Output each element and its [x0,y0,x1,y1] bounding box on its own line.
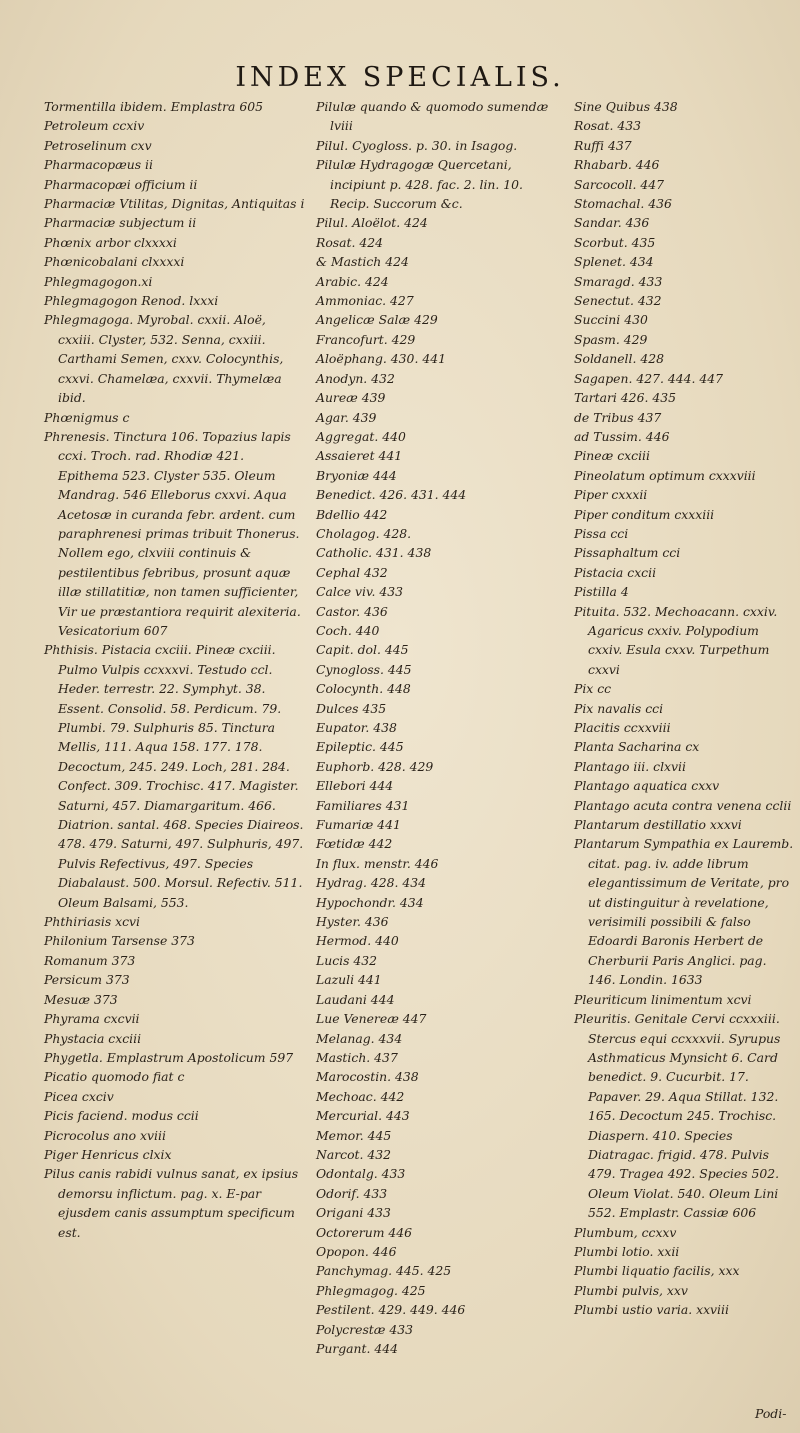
index-entry: Plumbi lotio. xxii [574,1243,680,1259]
index-entry: Cephal 432 [316,564,388,580]
index-entry: Rhabarb. 446 [574,157,660,173]
index-entry: Plumbi liquatio facilis, xxx [574,1263,740,1279]
index-entry: Rosat. 424 [316,234,384,250]
index-entry: Aureæ 439 [316,390,386,406]
index-entry: Memor. 445 [316,1127,392,1143]
index-entry: Francofurt. 429 [316,331,416,347]
index-entry: Lazuli 441 [316,972,382,988]
index-entry: Phystacia cxciii [44,1030,142,1046]
index-entry: Assaieret 441 [316,448,403,464]
index-entry: Pix navalis cci [574,700,664,716]
index-entry: Planta Sacharina cx [574,739,700,755]
index-entry: Sandar. 436 [574,215,650,231]
index-entry: Coch. 440 [316,622,380,638]
index-entry: Agar. 439 [316,409,377,425]
page-header: INDEX SPECIALIS. [235,62,565,93]
index-entry: Aloëphang. 430. 441 [316,351,446,367]
index-entry: Euphorb. 428. 429 [316,758,434,774]
index-entry: Colocynth. 448 [316,681,411,697]
index-entry: Pix cc [574,681,612,697]
index-entry: Splenet. 434 [574,254,654,270]
index-entry: Catholic. 431. 438 [316,545,432,561]
index-entry: Ruffi 437 [574,137,632,153]
index-entry: Phœnicobalani clxxxxi [44,254,185,270]
index-entry: Phygetla. Emplastrum Apostolicum 597 [44,1049,294,1065]
index-entry: Scorbut. 435 [574,234,656,250]
index-entry: Spasm. 429 [574,331,648,347]
index-entry: Odorif. 433 [316,1185,388,1201]
index-entry: Sarcocoll. 447 [574,176,665,192]
index-entry: Picis faciend. modus ccii [44,1108,199,1124]
index-entry: Persicum 373 [44,972,130,988]
index-entry: Dulces 435 [316,700,387,716]
index-entry: Phrenesis. Tinctura 106. Topazius lapis ccxi. Troch. rad. Rhodiæ 421. Epithema 523. Clyster 535. Oleum Mandrag. 546 Elleborus cxxvi. Aqua Acetosæ in curanda febr. ardent. cum paraphrenesi primas tribuit Thonerus. Nollem ego, clxviii continuis & pestilentibus febribus, prosunt aquæ illæ stillatitiæ, non tamen sufficienter, Vir ue præstantiora requirit alexiteria. Vesicatorium 607 [44,428,301,638]
index-entry: Sagapen. 427. 444. 447 [574,370,724,386]
index-entry: Philonium Tarsense 373 [44,933,195,949]
index-entry: Panchymag. 445. 425 [316,1263,452,1279]
index-entry: Cholagog. 428. [316,525,412,541]
index-entry: Eupator. 438 [316,720,397,735]
index-entry: Melanag. 434 [316,1030,403,1046]
index-entry: Plumbi ustio varia. xxviii [574,1302,729,1318]
index-entry: Tartari 426. 435 [574,390,676,406]
index-entry: Laudani 444 [316,991,395,1007]
index-entry: Phœnix arbor clxxxxi [44,234,177,250]
catchword: Podi- [755,1406,787,1421]
index-entry: Pleuritis. Genitale Cervi ccxxxiii. Stercus equi ccxxxvii. Syrupus Asthmaticus Mynsicht 6. Card benedict. 9. Cucurbit. 17. Papaver. 29. Aqua Stillat. 132. 165. Decoctum 245. Trochisc. Diaspern. 410. Species Diatragac. frigid. 478. Pulvis 479. Tragea 492. Species 502. Oleum Violat. 540. Oleum Lini 552. Emplastr. Cassiæ 606 [574,1011,781,1221]
index-entry: Ammoniac. 427 [316,293,414,309]
index-entry: Castor. 436 [316,603,388,619]
index-entry: Pilul. Cyogloss. p. 30. in Isagog. [316,137,518,153]
index-entry: Mesuæ 373 [44,991,118,1007]
index-entry: Plumbum, ccxxv [574,1224,677,1240]
index-entry: Mastich. 437 [316,1049,398,1065]
index-entry: Pharmaciæ subjectum ii [44,215,197,231]
index-entry: Pineolatum optimum cxxxviii [574,467,756,483]
index-entry: Polycrestæ 433 [316,1321,414,1337]
index-entry: Lue Venereæ 447 [316,1011,427,1027]
index-column-1 [44,97,306,1242]
index-entry: Narcot. 432 [316,1146,392,1162]
index-entry: Pharmacopæi officium ii [44,176,198,192]
index-entry: Picatio quomodo fiat c [44,1069,185,1085]
index-entry: Angelicæ Salæ 429 [316,312,438,328]
index-entry: Placitis ccxxviii [574,720,671,735]
index-entry: Octorerum 446 [316,1224,413,1240]
index-entry: Phlegmagogon Renod. lxxxi [44,293,219,309]
index-entry: Pleuriticum linimentum xcvi [574,991,752,1007]
index-entry: Romanum 373 [44,952,136,968]
index-entry: Piger Henricus clxix [44,1146,172,1162]
index-entry: Petroleum ccxiv [44,118,145,134]
index-entry: Pharmaciæ Vtilitas, Dignitas, Antiquitas i [44,196,305,212]
index-entry: Familiares 431 [316,797,410,813]
index-entry: Stomachal. 436 [574,196,672,212]
index-entry: Benedict. 426. 431. 444 [316,487,467,503]
index-entry: Fumariæ 441 [316,817,401,833]
index-entry: Picea cxciv [44,1088,114,1104]
index-entry: Bdellio 442 [316,506,388,522]
index-entry: Pituita. 532. Mechoacann. cxxiv. Agaricus cxxiv. Polypodium cxxiv. Esula cxxv. Turpethum cxxvi [574,603,778,677]
index-entry: Senectut. 432 [574,293,662,309]
index-entry: ad Tussim. 446 [574,428,670,444]
index-entry: Smaragd. 433 [574,273,663,289]
index-entry: Plantago iii. clxvii [574,758,686,774]
index-entry: Pissa cci [574,525,629,541]
index-entry: Phlegmagoga. Myrobal. cxxii. Aloë, cxxiii. Clyster, 532. Senna, cxxiii. Carthami Semen, cxxv. Colocynthis, cxxvi. Chamelæa, cxxvii. Thymelæa ibid. [44,312,284,406]
index-entry: Capit. dol. 445 [316,642,409,658]
index-entry: Phlegmagogon.xi [44,273,153,289]
index-entry: Pineæ cxciii [574,448,650,464]
index-entry: Succini 430 [574,312,648,328]
index-entry: Pilul. Aloëlot. 424 [316,215,428,231]
index-entry: Purgant. 444 [316,1341,399,1356]
index-entry: Plantarum destillatio xxxvi [574,817,742,833]
index-entry: Bryoniæ 444 [316,467,397,483]
index-entry: Hydrag. 428. 434 [316,875,427,891]
index-entry: Rosat. 433 [574,118,642,134]
index-entry: de Tribus 437 [574,409,662,425]
index-entry: Mechoac. 442 [316,1088,405,1104]
index-entry: Arabic. 424 [316,273,389,289]
index-entry: Marocostin. 438 [316,1069,419,1085]
index-entry: Pissaphaltum cci [574,545,681,561]
index-entry: Petroselinum cxv [44,137,152,153]
index-column-2 [316,97,560,1358]
index-entry: Phœnigmus c [44,409,130,425]
index-entry: Lucis 432 [316,952,378,968]
index-entry: Calce viv. 433 [316,584,404,600]
index-entry: Ellebori 444 [316,778,394,794]
index-entry: Phyrama cxcvii [44,1011,140,1027]
index-entry: Anodyn. 432 [316,370,395,386]
index-entry: Pilus canis rabidi vulnus sanat, ex ipsius demorsu inflictum. pag. x. E-par ejusdem canis assumptum specificum est. [44,1166,299,1240]
index-entry: Pistilla 4 [574,584,629,600]
index-entry: Plumbi pulvis, xxv [574,1282,688,1298]
index-entry: Fœtidæ 442 [316,836,393,852]
index-entry: Epileptic. 445 [316,739,404,755]
index-entry: Soldanell. 428 [574,351,664,367]
index-entry: Pilulæ Hydragogæ Quercetani, incipiunt p. 428. fac. 2. lin. 10. Recip. Succorum &c. [316,157,523,212]
index-entry: Cynogloss. 445 [316,661,412,677]
index-entry: Hypochondr. 434 [316,894,424,910]
index-entry: Plantarum Sympathia ex Lauremb. citat. pag. iv. adde librum elegantissimum de Veritate, pro ut distinguitur à revelatione, verisimili possibili & falso Edoardi Baronis Herbert de Cherburii Paris Anglici. pag. 146. Londin. 1633 [574,836,794,988]
index-column-3 [574,97,794,1320]
index-entry: Phthisis. Pistacia cxciii. Pineæ cxciii. Pulmo Vulpis ccxxxvi. Testudo ccl. Heder. terrestr. 22. Symphyt. 38. Essent. Consolid. 58. Perdicum. 79. Plumbi. 79. Sulphuris 85. Tinctura Mellis, 111. Aqua 158. 177. 178. Decoctum, 245. 249. Loch, 281. 284. Confect. 309. Trochisc. 417. Magister. Saturni, 457. Diamargaritum. 466. Diatrion. santal. 468. Species Diaireos. 478. 479. Saturni, 497. Sulphuris, 497. Pulvis Refectivus, 497. Species Diabalaust. 500. Morsul. Refectiv. 511. Oleum Balsami, 553. [44,642,304,910]
index-entry: Piper conditum cxxxiii [574,506,715,522]
index-entry: Opopon. 446 [316,1243,397,1259]
index-entry: Picrocolus ano xviii [44,1127,166,1143]
index-entry: Odontalg. 433 [316,1166,406,1182]
index-entry: Phthiriasis xcvi [44,914,141,930]
index-entry: Mercurial. 443 [316,1108,410,1124]
index-entry: Pilulæ quando & quomodo sumendæ lviii [316,99,549,134]
index-entry: Phlegmagog. 425 [316,1282,426,1298]
index-entry: Pestilent. 429. 449. 446 [316,1302,466,1318]
index-entry: Piper cxxxii [574,487,648,503]
index-entry: Aggregat. 440 [316,428,406,444]
index-entry: Plantago acuta contra venena cclii [574,797,792,813]
index-entry: Tormentilla ibidem. Emplastra 605 [44,99,264,114]
index-entry: Origani 433 [316,1205,391,1221]
index-entry: & Mastich 424 [316,254,409,270]
index-entry: Sine Quibus 438 [574,99,678,114]
index-entry: Hyster. 436 [316,914,389,930]
index-entry: Pistacia cxcii [574,564,657,580]
index-entry: In flux. menstr. 446 [316,855,439,871]
index-entry: Pharmacopæus ii [44,157,153,173]
index-entry: Plantago aquatica cxxv [574,778,720,794]
index-entry: Hermod. 440 [316,933,399,949]
